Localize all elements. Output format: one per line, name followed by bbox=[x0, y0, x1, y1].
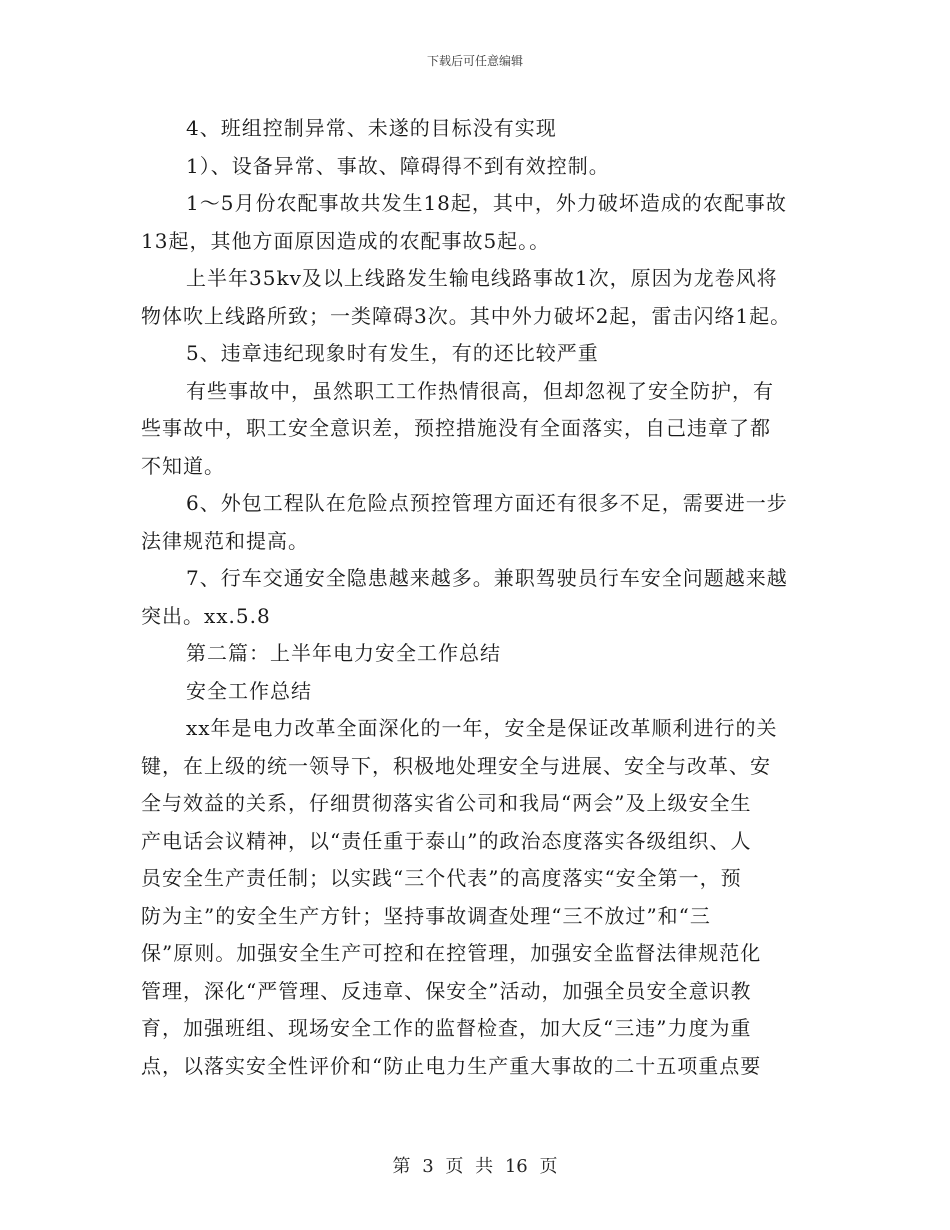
text-line: 突出。xx.5.8 bbox=[141, 603, 271, 628]
text-line: 第二篇：上半年电力安全工作总结 bbox=[186, 641, 501, 665]
text-line: 有些事故中，虽然职工工作热情很高，但却忽视了安全防护，有 bbox=[186, 378, 774, 403]
text-line: 不知道。 bbox=[141, 453, 225, 478]
text-line: 5、违章违纪现象时有发生，有的还比较严重 bbox=[186, 341, 599, 365]
page-footer: 第 3 页 共 16 页 bbox=[392, 1156, 558, 1177]
text-line: 6、外包工程队在危险点预控管理方面还有很多不足，需要进一步 bbox=[186, 491, 788, 515]
text-line: 键，在上级的统一领导下，积极地处理安全与进展、安全与改革、安 bbox=[141, 753, 771, 778]
text-line: 产电话会议精神，以“责任重于泰山”的政治态度落实各级组织、人 bbox=[141, 828, 752, 853]
text-line: 法律规范和提高。 bbox=[141, 528, 309, 553]
text-line: xx年是电力改革全面深化的一年，安全是保证改革顺利进行的关 bbox=[186, 716, 778, 740]
text-line: 物体吹上线路所致；一类障碍3次。其中外力破坏2起，雷击闪络1起。 bbox=[141, 303, 792, 328]
text-line: 些事故中，职工安全意识差，预控措施没有全面落实，自己违章了都 bbox=[141, 416, 771, 440]
text-line: 安全工作总结 bbox=[186, 678, 312, 703]
text-line: 员安全生产责任制；以实践“三个代表”的高度落实“安全第一，预 bbox=[141, 866, 742, 890]
text-line: 1）、设备异常、事故、障碍得不到有效控制。 bbox=[186, 153, 610, 178]
text-line: 4、班组控制异常、未遂的目标没有实现 bbox=[186, 116, 557, 140]
text-line: 上半年35kv及以上线路发生输电线路事故1次，原因为龙卷风将 bbox=[186, 266, 778, 290]
text-line: 防为主”的安全生产方针；坚持事故调查处理“三不放过”和“三 bbox=[141, 903, 711, 928]
document-body bbox=[141, 110, 821, 1085]
page-header: 下载后可任意编辑 bbox=[426, 54, 523, 68]
text-line: 管理，深化“严管理、反违章、保安全”活动，加强全员安全意识教 bbox=[141, 978, 752, 1003]
text-line: 全与效益的关系，仔细贯彻落实省公司和我局“两会”及上级安全生 bbox=[141, 791, 752, 815]
text-line: 保”原则。加强安全生产可控和在控管理，加强安全监督法律规范化 bbox=[141, 941, 762, 965]
text-line: 7、行车交通安全隐患越来越多。兼职驾驶员行车安全问题越来越 bbox=[186, 566, 788, 590]
text-line: 1～5月份农配事故共发生18起，其中，外力破坏造成的农配事故 bbox=[186, 191, 787, 215]
text-line: 点，以落实安全性评价和“防止电力生产重大事故的二十五项重点要 bbox=[141, 1053, 762, 1078]
text-line: 育，加强班组、现场安全工作的监督检查，加大反“三违”力度为重 bbox=[141, 1016, 752, 1040]
text-line: 13起，其他方面原因造成的农配事故5起。。 bbox=[141, 228, 551, 253]
